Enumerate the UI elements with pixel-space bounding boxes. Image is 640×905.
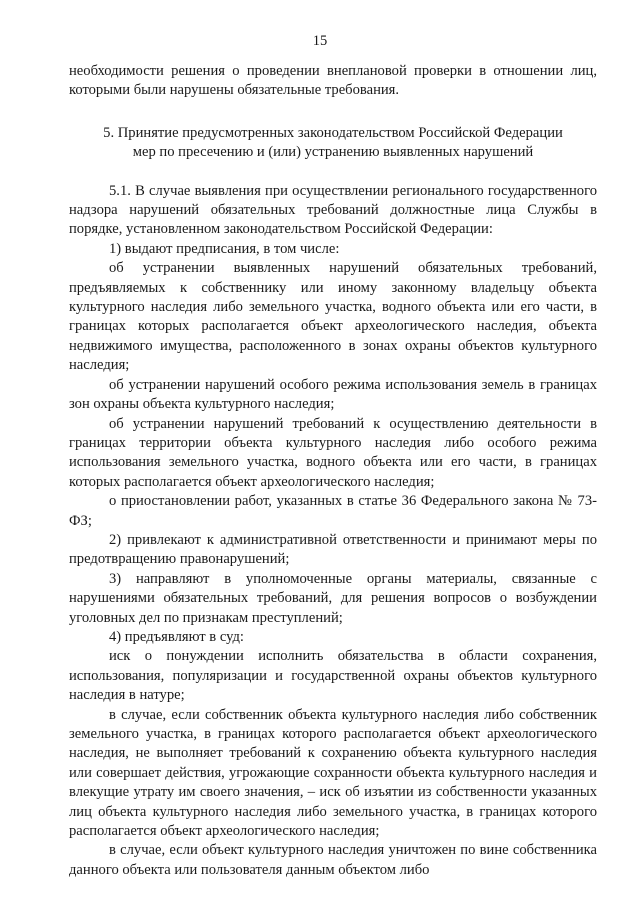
paragraph-item-1-b: об устранении нарушений особого режима использования земель в границах зон охраны объекта культурного наследия; — [69, 376, 597, 413]
page-number: 15 — [312, 33, 328, 49]
paragraph-5-1: 5.1. В случае выявления при осуществлении регионального государственного надзора нарушений обязательных требований должностные лица Службы в порядке, установленном законодательством Российской Федерации: — [69, 182, 597, 238]
paragraph-item-4-a: иск о понуждении исполнить обязательства в области сохранения, использования, популяризации и государственной охраны объектов культурного наследия в натуре; — [69, 648, 597, 704]
section-title-line1: 5. Принятие предусмотренных законодательством Российской Федерации — [103, 124, 563, 141]
paragraph-item-1-d: о приостановлении работ, указанных в статье 36 Федерального закона № 73-ФЗ; — [69, 493, 597, 529]
paragraph-item-2: 2) привлекают к административной ответственности и принимают меры по предотвращению правонарушений; — [69, 531, 597, 568]
paragraph-item-4-c: в случае, если объект культурного наследия уничтожен по вине собственника данного объекта или пользователя данным объектом либо — [69, 842, 597, 878]
paragraph-item-1-c: об устранении нарушений требований к осуществлению деятельности в границах территории объекта культурного наследия либо особого режима использования земельного участка, водного объекта или его части, в границах которых располагается объект археологического наследия; — [69, 415, 597, 490]
intro-paragraph: необходимости решения о проведении внеплановой проверки в отношении лиц, которыми были нарушены обязательные требования. — [69, 63, 597, 99]
paragraph-item-4: 4) предъявляют в суд: — [109, 628, 244, 645]
document-body — [69, 62, 597, 880]
paragraph-item-3: 3) направляют в уполномоченные органы материалы, связанные с нарушениями обязательных требований, для решения вопросов о возбуждении уголовных дел по признакам преступлений; — [69, 570, 597, 626]
section-title — [69, 124, 597, 163]
section-title-line2: мер по пресечению и (или) устранению выявленных нарушений — [132, 144, 534, 161]
paragraph-item-1: 1) выдают предписания, в том числе: — [109, 240, 340, 257]
paragraph-item-1-a: об устранении выявленных нарушений обязательных требований, предъявляемых к собственнику или иному законному владельцу объекта культурного наследия либо земельного участка, водного объекта или его части, в границах которых располагается объект археологического наследия, объекта недвижимого имущества, расположенного в зонах охраны объектов культурного наследия; — [69, 260, 597, 374]
paragraph-item-4-b: в случае, если собственник объекта культурного наследия либо собственник земельного участка, в границах которого располагается объект археологического наследия, не выполняет требований к сохранению объекта культурного наследия или совершает действия, угрожающие сохранности объекта культурного наследия и влекущие утрату им своего значения, – иск об изъятии из собственности указанных лиц объекта культурного наследия либо земельного участка, в границах которого располагается объект археологического наследия; — [69, 706, 597, 840]
